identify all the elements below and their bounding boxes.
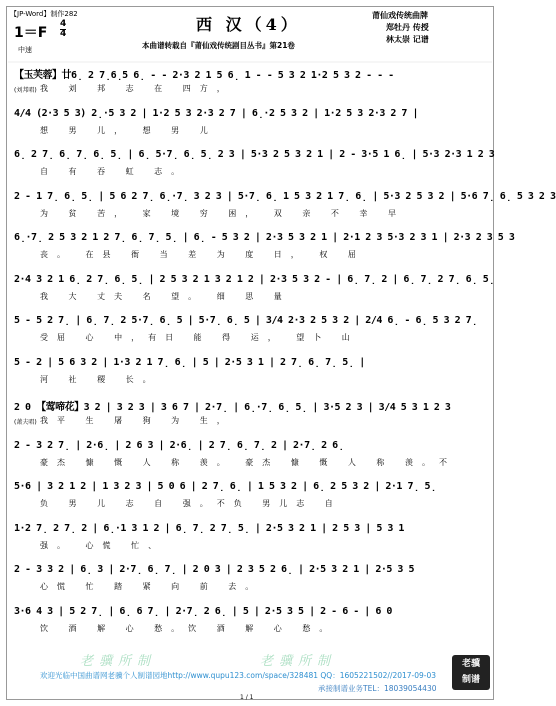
lyric-line: 我 刘 邦 志 在 四方， [40,84,234,93]
lyric-line: 我 大 丈夫 名 望。 细 思 量 [40,291,291,301]
score-title: 西 汉（4） [196,15,301,34]
notation-line: 2 0 【莺啼花】3 2 | 3 2 3 | 3 6 7 | 2·7̣ | 6̣·7̣ 6̣ 5̣ | 3·5 2 3 | 3/4 5 3 1 2 3 [14,402,451,413]
notation-line: 2 - 1 7̣ 6̣ 5̣ | 5 6 2 7̣ 6̣·7̣ 3 2 3 | 5·7̣ 6̣ 1 5 3 2 1 7̣ 6̣ | 5·3 2 5 3 2 | 5·6 7̣ 6̣ 5 3 2 3 [14,190,556,202]
notation-line: 5 - 5 2 7̣ | 6̣ 7̣ 2 5·7̣ 6̣ 5 | 5·7̣ 6̣ 5 | 3/4 2·3 2 5 3 2 | 2/4 6̣ - 6̣ 5 3 2 7̣ [14,315,478,326]
logo-line: 制谱 [461,675,480,685]
lyric-line: 受屈 心 中，有日 能 得 运， 望卜 山 [40,333,359,342]
source-note: 本曲谱转载自『莆仙戏传统剧目丛书』第21卷 [142,41,295,50]
singer-note: (刘邦唱) [14,87,37,94]
notation-line: 6̣·7̣ 2 5 3 2 1 2 7̣ 6̣ 7̣ 5̣ | 6̣ - 5 3 2 | 2·3 5 3 2 1 | 2·1 2 3 5·3 2 3 1 | 2·3 2 3 5 3 [14,232,515,243]
singer-note: (萧夫唱) [14,419,37,426]
lyric-line: 丧。 在县 衙 当 差 为 度 日， 权 屈 [40,250,365,259]
maker-tag: 【JP-Word】制作282 [10,10,78,18]
notation-line: 【玉芙蓉】廿6̣ 2 7̣6̣5 6̣ - - 2·3 2 1 5 6̣ 1 - - 5 3 2 1·2 5 3 2 - - - [14,70,394,81]
lyric-line: 豪杰 慷 慨 人 称 羡。 豪杰 慷 慨 人 称 羡。不 [40,457,456,467]
lyric-line: 为 贫 苦， 家 境 穷 困， 双 亲 不 幸 早 [40,208,405,218]
notation-line: 2·4 3 2 1 6̣ 2 7̣ 6̣ 5̣ | 2 5 3 2 1 3 2 1 2 | 2·3 5 3 2 - | 6̣ 7̣ 2 | 6̣ 7̣ 2 7̣ 6̣ 5̣ [14,273,495,285]
tempo-mark: 中速 [18,46,32,54]
credit-line: 郑牡丹 传授 [386,23,429,32]
notation-line: 2 - 3 3 2 | 6̣ 3 | 2·7̣ 6̣ 7̣ | 2 0 3 | 2 3 5 2 6̣ | 2·5 3 2 1 | 2·5 3 5 [14,564,414,575]
lyric-line: 强。 心慌 忙、 [40,540,166,550]
lyric-line: 负 男 儿 志 自 强。不负 男儿志 自 [40,499,342,508]
lyric-line: 河 社 稷 长。 [40,374,160,384]
key-signature: 1＝F [14,25,48,41]
lyric-line: 自 有 吞 虹 志。 [40,167,189,176]
time-top: 4 [60,19,67,29]
lyric-line: 想 男 儿， 想 男 儿 [40,125,217,135]
time-bottom: 4 [60,29,67,39]
watermark: 老骥所制 [80,654,157,669]
notation-line: 4/4 (2·3 5 3) 2̣·5 3 2 | 1·2 5 3 2·3 2 7 | 6̣·2 5 3 2 | 1·2 5 3 2·3 2 7 | [14,107,418,119]
footer-link-text[interactable]: 欢迎光临中国曲谱网老骥个人制谱园地http://www.qupu123.com/space/328481 QQ：1605221502//2017-09-03 [40,671,437,680]
watermark: 老骥所制 [260,654,337,669]
lyric-line: 我平 生 屠 狗 为 生， [40,416,234,425]
logo-line: 老骥 [461,659,480,669]
notation-line: 5 - 2 | 5 6 3 2 | 1·3 2 1 7̣ 6̣ | 5 | 2·5 3 1 | 2 7̣ 6̣ 7̣ 5̣ | [14,356,365,368]
notation-line: 6̣ 2 7̣ 6̣ 7̣ 6̣ 5̣ | 6̣ 5·7̣ 6̣ 5̣ 2 3 | 5·3 2 5 3 2 1 | 2 - 3·5 1 6̣ | 5·3 2·3 1 2 3 [14,149,495,160]
lyric-line: 心慌 忙 踏 紧 向 前 去。 [40,582,263,591]
notation-line: 5·6 | 3 2 1 2 | 1 3 2 3 | 5 0 6 | 2 7̣ 6̣ | 1 5 3 2 | 6̣ 2 5 3 2 | 2·1 7̣ 5̣ [14,481,437,492]
footer-contact: 承接制谱业务TEL：18039054430 [318,684,437,693]
page-number: 1 / 1 [240,694,254,701]
credit-line: 林太崇 记谱 [386,35,429,44]
notation-line: 2 - 3 2 7̣ | 2·6̣ | 2 6 3 | 2·6̣ | 2 7̣ 6̣ 7̣ 2 | 2·7̣ 2 6̣ [14,439,344,451]
lyric-line: 饮 酒 解 心 愁。饮 酒 解 心 愁。 [40,623,337,633]
credit-line: 莆仙戏传统曲牌 [372,11,428,20]
logo [452,655,490,690]
notation-line: 3·6 4 3 | 5 2 7̣ | 6̣ 6 7̣ | 2·7̣ 2 6̣ | 5 | 2·5 3 5 | 2 - 6 - | 6 0 [14,605,392,617]
notation-line: 1·2 7̣ 2 7̣ 2 | 6̣·1 3 1 2 | 6̣ 7̣ 2 7̣ 5̣ | 2·5 3 2 1 | 2 5 3 | 5 3 1 [14,522,404,534]
